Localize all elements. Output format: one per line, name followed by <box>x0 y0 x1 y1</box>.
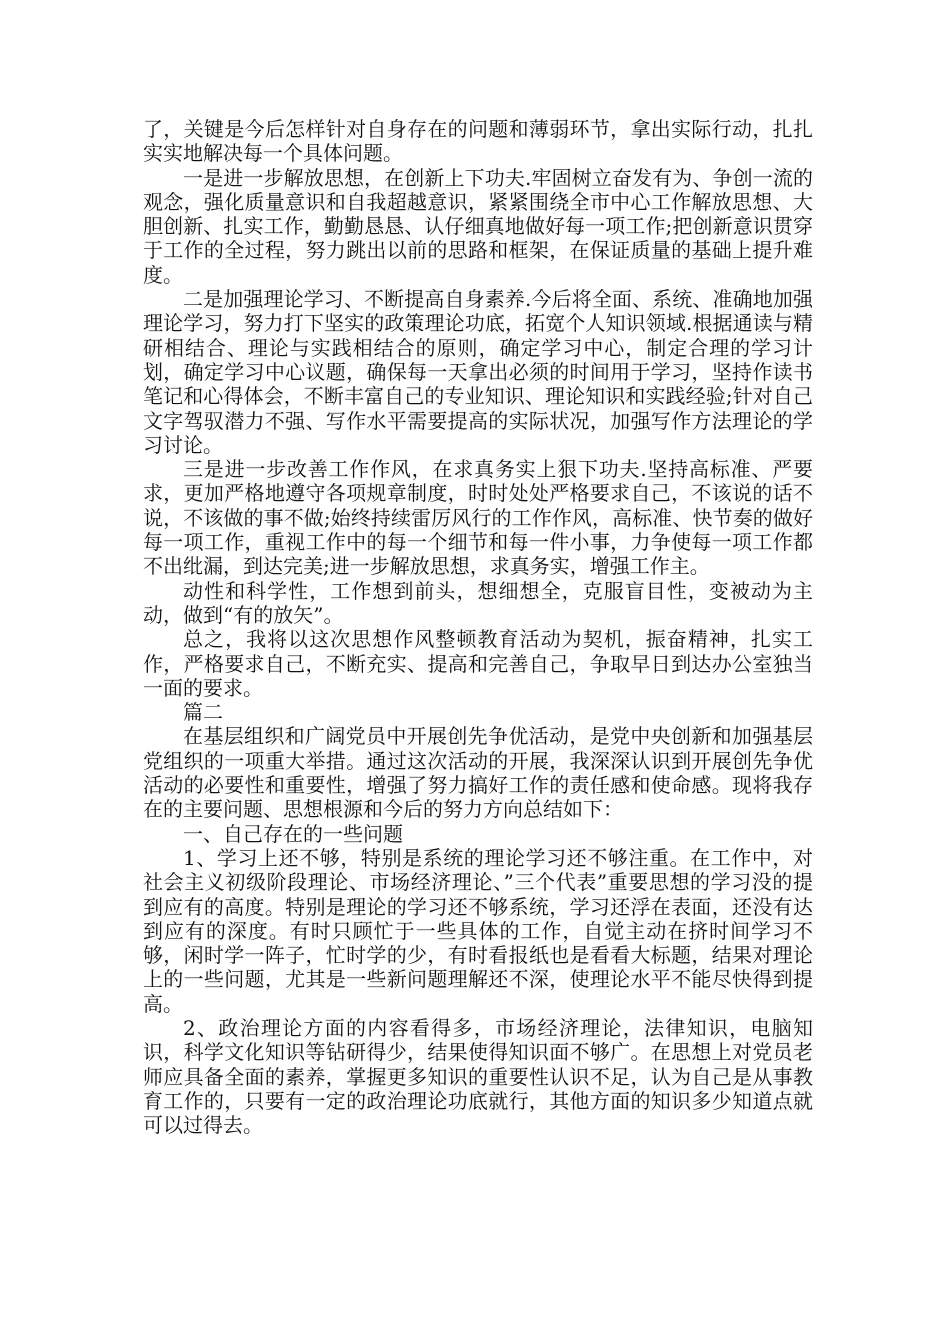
paragraph-continuation: 了，关键是今后怎样针对自身存在的问题和薄弱环节，拿出实际行动，扎扎实实地解决每一个具体问题。 <box>143 117 813 166</box>
paragraph-intro-part-two: 在基层组织和广阔党员中开展创先争优活动，是党中央创新和加强基层党组织的一项重大举措。通过这次活动的开展，我深深认识到开展创先争优活动的必要性和重要性，增强了努力搞好工作的责任感和使命感。现将我存在的主要问题、思想根源和今后的努力方向总结如下： <box>143 724 813 822</box>
paragraph-problem-one: 1、学习上还不够，特别是系统的理论学习还不够注重。在工作中，对社会主义初级阶段理论、市场经济理论、”三个代表”重要思想的学习没的提到应有的高度。特别是理论的学习还不够系统，学习还浮在表面，还没有达到应有的深度。有时只顾忙于一些具体的工作，自觉主动在挤时间学习不够，闲时学一阵子，忙时学的少，有时看报纸也是看看大标题，结果对理论上的一些问题，尤其是一些新问题理解还不深，使理论水平不能尽快得到提高。 <box>143 845 813 1016</box>
subheading-problems: 一、自己存在的一些问题 <box>183 821 403 846</box>
paragraph-point-three: 三是进一步改善工作作风，在求真务实上狠下功夫.坚持高标准、严要求，更加严格地遵守各项规章制度，时时处处严格要求自己，不该说的话不说，不该做的事不做;始终持续雷厉风行的工作作风，高标准、快节奏的做好每一项工作，重视工作中的每一个细节和每一件小事，力争使每一项工作都不出纰漏，到达完美;进一步解放思想，求真务实，增强工作主。 <box>143 457 813 579</box>
paragraph-problem-two: 2、政治理论方面的内容看得多，市场经济理论，法律知识，电脑知识，科学文化知识等钻研得少，结果使得知识面不够广。在思想上对党员老师应具备全面的素养，掌握更多知识的重要性认识不足，认为自己是从事教育工作的，只要有一定的政治理论功底就行，其他方面的知识多少知道点就可以过得去。 <box>143 1015 813 1138</box>
paragraph-point-one: 一是进一步解放思想，在创新上下功夫.牢固树立奋发有为、争创一流的观念，强化质量意识和自我超越意识，紧紧围绕全市中心工作解放思想、大胆创新、扎实工作，勤勤恳恳、认仔细真地做好每一项工作;把创新意识贯穿于工作的全过程，努力跳出以前的思路和框架，在保证质量的基础上提升难度。 <box>143 165 813 287</box>
section-heading-part-two: 篇二 <box>183 700 223 725</box>
paragraph-point-three-cont: 动性和科学性，工作想到前头，想细想全，克服盲目性，变被动为主动，做到“有的放矢”。 <box>143 578 813 627</box>
paragraph-point-two: 二是加强理论学习、不断提高自身素养.今后将全面、系统、准确地加强理论学习，努力打下坚实的政策理论功底，拓宽个人知识领域.根据通读与精研相结合、理论与实践相结合的原则，确定学习中心，制定合理的学习计划，确定学习中心议题，确保每一天拿出必须的时间用于学习，坚持作读书笔记和心得体会，不断丰富自己的专业知识、理论知识和实践经验;针对自己文字驾驭潜力不强、写作水平需要提高的实际状况，加强写作方法理论的学习讨论。 <box>143 287 813 457</box>
paragraph-conclusion: 总之，我将以这次思想作风整顿教育活动为契机，振奋精神，扎实工作，严格要求自己，不断充实、提高和完善自己，争取早日到达办公室独当一面的要求。 <box>143 627 813 700</box>
document-body <box>143 117 813 1137</box>
